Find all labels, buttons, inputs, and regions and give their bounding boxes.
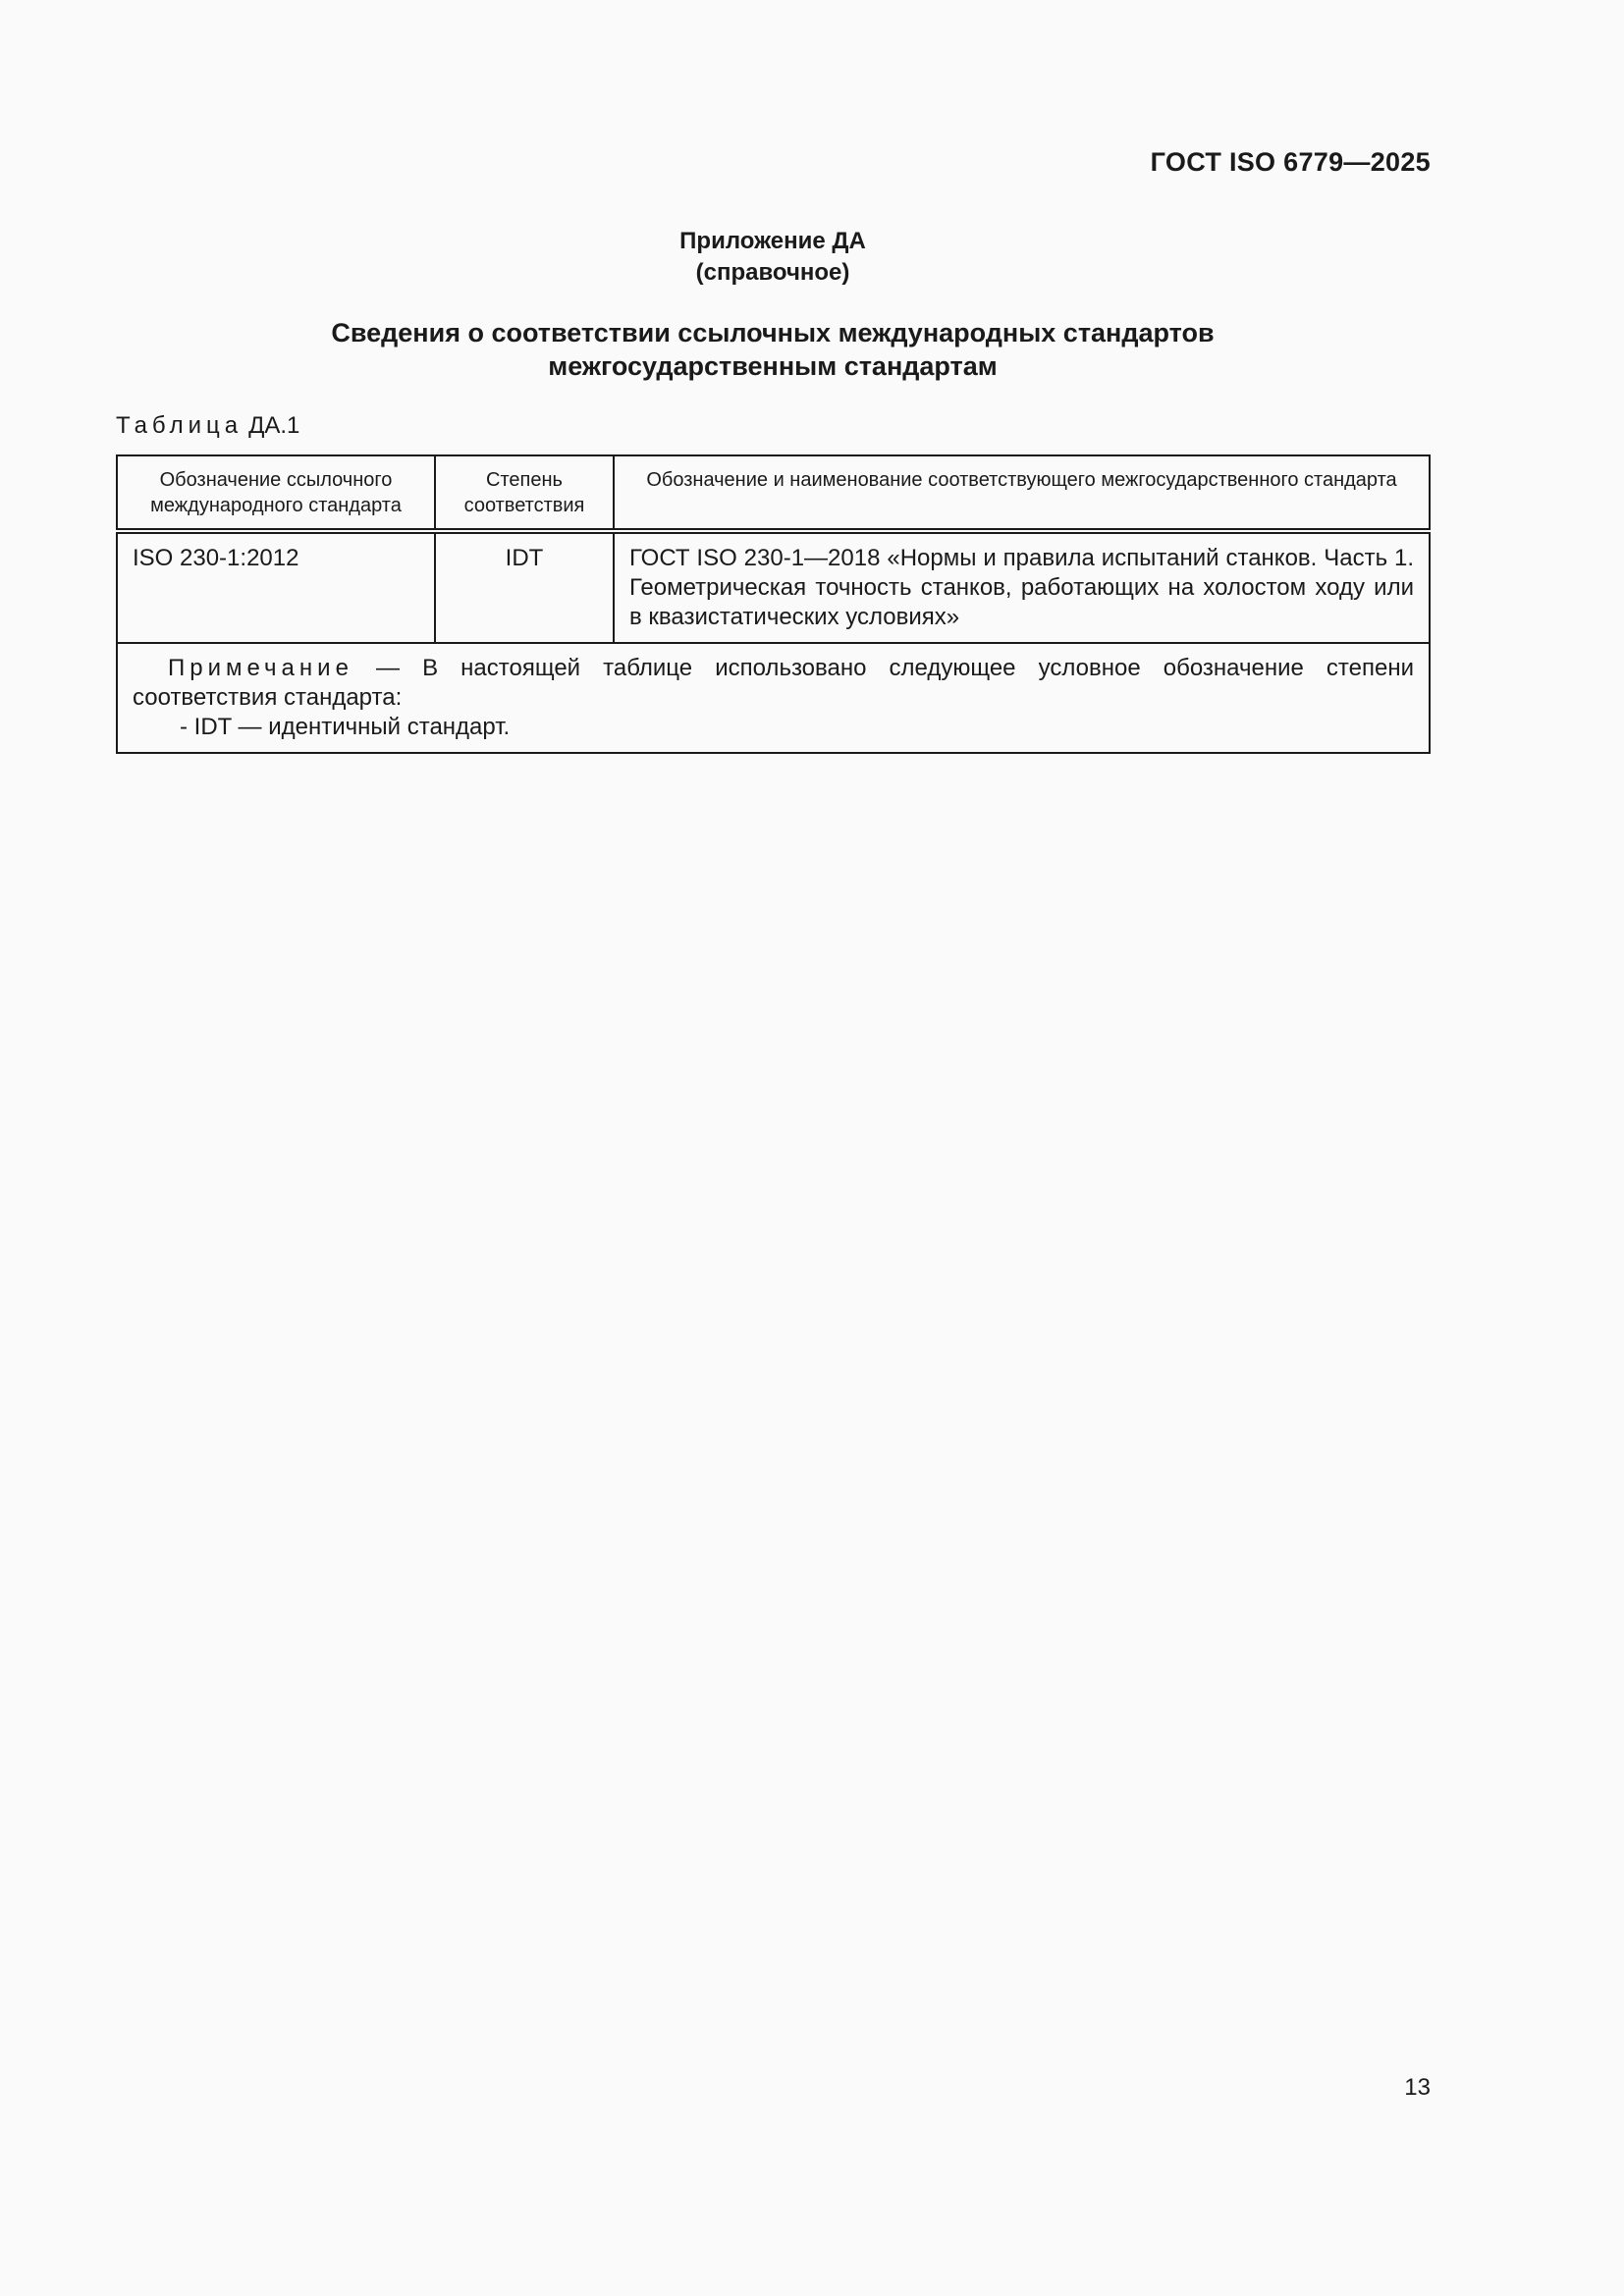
header-degree: Степень соответствия	[435, 455, 614, 531]
table-caption-number: ДА.1	[248, 412, 300, 439]
table-caption-label: Таблица	[116, 412, 244, 439]
section-title-line-2: межгосударственным стандартам	[548, 351, 998, 381]
note-paragraph	[133, 654, 1414, 713]
table-row	[117, 531, 1430, 643]
section-title	[0, 316, 1545, 383]
table-header-row	[117, 455, 1430, 531]
appendix-heading	[0, 226, 1545, 289]
cell-interstate-standard: ГОСТ ISO 230-1—2018 «Нормы и правила испытаний станков. Часть 1. Геометрическая точность станков, работающих на холостом ходу или в квазистатических условиях»	[614, 531, 1430, 643]
note-label: Примечание	[168, 655, 353, 681]
document-code: ГОСТ ISO 6779—2025	[1150, 147, 1431, 177]
page-number: 13	[1404, 2074, 1431, 2101]
header-ref-standard: Обозначение ссылочного международного стандарта	[117, 455, 435, 531]
appendix-title: Приложение ДА	[679, 228, 866, 254]
note-list-item: - IDT — идентичный стандарт.	[180, 714, 511, 740]
appendix-subtitle: (справочное)	[695, 259, 850, 286]
table-caption	[116, 412, 299, 440]
table-note	[117, 643, 1430, 753]
cell-degree: IDT	[435, 531, 614, 643]
note-text: — В настоящей таблице использовано следующее условное обозначение степени соответствия стандарта:	[133, 655, 1415, 711]
cell-ref-standard: ISO 230-1:2012	[117, 531, 435, 643]
header-interstate-standard: Обозначение и наименование соответствующего межгосударственного стандарта	[614, 455, 1430, 531]
section-title-line-1: Сведения о соответствии ссылочных международных стандартов	[331, 318, 1215, 347]
standards-correspondence-table	[116, 454, 1431, 754]
table-note-row	[117, 643, 1430, 753]
